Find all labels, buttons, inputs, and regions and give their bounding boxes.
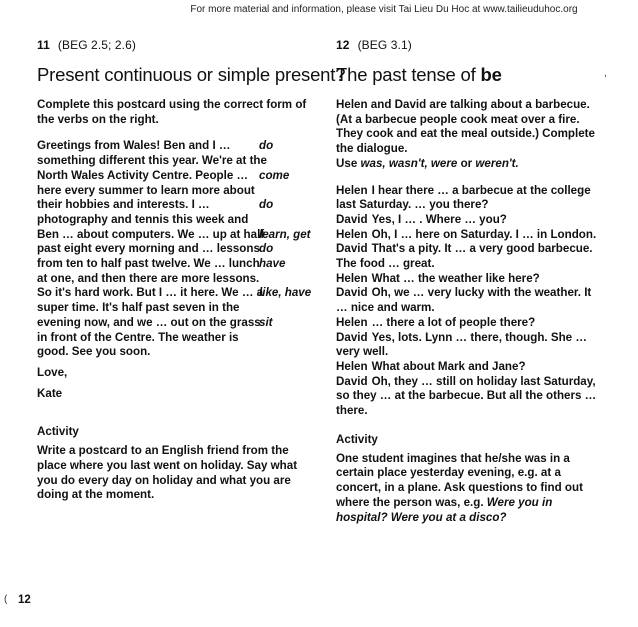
postcard-line xyxy=(37,331,307,346)
postcard-line xyxy=(37,227,311,243)
activity-example: Were you in hospital? Were you at a disco? xyxy=(336,495,553,524)
speaker-name: David xyxy=(336,242,368,256)
dialogue-line xyxy=(336,213,606,228)
title-prefix: The past tense of xyxy=(336,64,481,85)
unit-number: 12 xyxy=(336,38,350,52)
dialogue-line xyxy=(336,272,606,287)
verb-cue: do xyxy=(259,198,274,212)
postcard-signature: Kate xyxy=(37,386,63,400)
activity-heading: Activity xyxy=(336,432,378,446)
unit-reference: (BEG 3.1) xyxy=(357,38,412,52)
postcard-line xyxy=(37,213,307,228)
speaker-name: Helen xyxy=(336,227,368,241)
dialogue-text: … there a lot of people there? xyxy=(371,315,536,329)
speaker-name: Helen xyxy=(336,271,368,285)
scan-mark: , xyxy=(604,68,607,79)
postcard-line-text: past eight every morning and … lessons xyxy=(37,242,260,256)
postcard-line-text: from ten to half past twelve. We … lunch xyxy=(37,257,260,271)
postcard-line-text: evening now, and we … out on the grass xyxy=(37,315,261,329)
activity-heading: Activity xyxy=(37,425,79,439)
postcard-line-text: photography and tennis this week and xyxy=(37,212,249,226)
verb-cue: do xyxy=(259,242,274,256)
header-note: For more material and information, please visit Tai Lieu Du Hoc at www.tailieuduhoc.org xyxy=(190,4,578,15)
speaker-name: Helen xyxy=(336,183,368,197)
postcard-line-text: super time. It's half past seven in the xyxy=(37,301,240,315)
dialogue-text: That's a pity. It … a very good barbecue. The food … great. xyxy=(336,242,593,271)
exercise-title: Present continuous or simple present? xyxy=(37,64,346,85)
speaker-name: David xyxy=(336,330,368,344)
postcard-signoff: Love, xyxy=(37,365,68,379)
dialogue-text: Oh, I … here on Saturday. I … in London. xyxy=(371,227,597,241)
postcard-line xyxy=(37,169,307,184)
verb-cue: like, have xyxy=(259,286,312,300)
unit-12-heading xyxy=(336,38,606,52)
dialogue-text: Oh, they … still on holiday last Saturday, so they … at the barbecue. But all the others … there. xyxy=(336,374,597,418)
dialogue-line xyxy=(336,331,606,360)
verb-cue: have xyxy=(259,257,286,271)
postcard-line-text: So it's hard work. But I … it here. We … a xyxy=(37,286,264,300)
dialogue-text: Yes, lots. Lynn … there, though. She … very well. xyxy=(336,330,587,359)
postcard-line-text: their hobbies and interests. I … xyxy=(37,198,210,212)
activity-text: Write a postcard to an English friend from the place where you last went on holiday. Say what you do every day on holiday and what you are doing at the moment. xyxy=(37,444,298,502)
use-words: was, wasn't, were xyxy=(360,156,458,170)
title-bold-word: be xyxy=(480,64,502,85)
speaker-name: David xyxy=(336,286,368,300)
postcard-line xyxy=(37,272,307,287)
speaker-name: David xyxy=(336,212,368,226)
dialogue-line xyxy=(336,375,606,419)
postcard-line-text: North Wales Activity Centre. People … xyxy=(37,168,249,182)
postcard-line xyxy=(37,154,307,169)
postcard-line xyxy=(37,301,307,316)
use-last: weren't. xyxy=(475,156,519,170)
postcard-line-text: Ben … about computers. We … up at half xyxy=(37,227,265,241)
postcard-line-text: something different this year. We're at the xyxy=(37,154,267,168)
speaker-name: Helen xyxy=(336,315,368,329)
postcard-line xyxy=(37,198,307,213)
dialogue-line xyxy=(336,316,606,331)
postcard-line xyxy=(37,316,307,331)
page-number: 12 xyxy=(18,594,31,606)
postcard-line xyxy=(37,345,307,360)
dialogue-text: I hear there … a barbecue at the college last Saturday. … you there? xyxy=(336,183,591,212)
exercise-title xyxy=(336,64,606,86)
dialogue-line xyxy=(336,286,606,315)
dialogue xyxy=(336,184,606,419)
postcard-line-text: in front of the Centre. The weather is xyxy=(37,330,239,344)
postcard-line-text: here every summer to learn more about xyxy=(37,183,255,197)
unit-11-heading xyxy=(37,38,307,52)
postcard-line xyxy=(37,286,312,301)
dialogue-line xyxy=(336,242,606,271)
dialogue-line xyxy=(336,360,606,375)
dialogue-text: What … the weather like here? xyxy=(371,271,540,285)
speaker-name: David xyxy=(336,374,368,388)
dialogue-line xyxy=(336,228,606,243)
postcard-line xyxy=(37,139,307,154)
postcard-line-text: Greetings from Wales! Ben and I … xyxy=(37,139,231,153)
use-words-line xyxy=(336,157,606,172)
verb-cue: do xyxy=(259,139,274,153)
use-label: Use xyxy=(336,156,361,170)
scan-mark: ( xyxy=(4,594,8,605)
dialogue-text: Yes, I … . Where … you? xyxy=(371,212,507,226)
activity-text: One student imagines that he/she was in a certain place yesterday evening, e.g. at a concert, in a plane. Ask questions to find out where the person was, e.g. Were you in hospital? Were you at a disco? xyxy=(336,451,583,524)
exercise-instructions: Complete this postcard using the correct form of the verbs on the right. xyxy=(37,98,307,126)
postcard-line xyxy=(37,242,307,257)
dialogue-line xyxy=(336,184,606,213)
use-or: or xyxy=(457,156,476,170)
right-column xyxy=(336,38,606,525)
postcard-text xyxy=(37,139,312,360)
unit-number: 11 xyxy=(37,38,50,52)
unit-reference: (BEG 2.5; 2.6) xyxy=(57,38,136,52)
verb-cue: sit xyxy=(259,315,273,329)
postcard-line-text: at one, and then there are more lessons. xyxy=(37,271,260,285)
exercise-instructions: Helen and David are talking about a barbecue. (At a barbecue people cook meat over a fire. They cook and eat the meal outside.) Complete the dialogue. xyxy=(336,98,595,156)
verb-cue: come xyxy=(259,168,290,182)
speaker-name: Helen xyxy=(336,359,368,373)
postcard-line xyxy=(37,184,307,199)
dialogue-text: Oh, we … very lucky with the weather. It … nice and warm. xyxy=(336,286,592,315)
postcard-line-text: good. See you soon. xyxy=(37,345,151,359)
verb-cue: learn, get xyxy=(259,227,311,241)
dialogue-text: What about Mark and Jane? xyxy=(371,359,526,373)
postcard-line xyxy=(37,257,307,272)
